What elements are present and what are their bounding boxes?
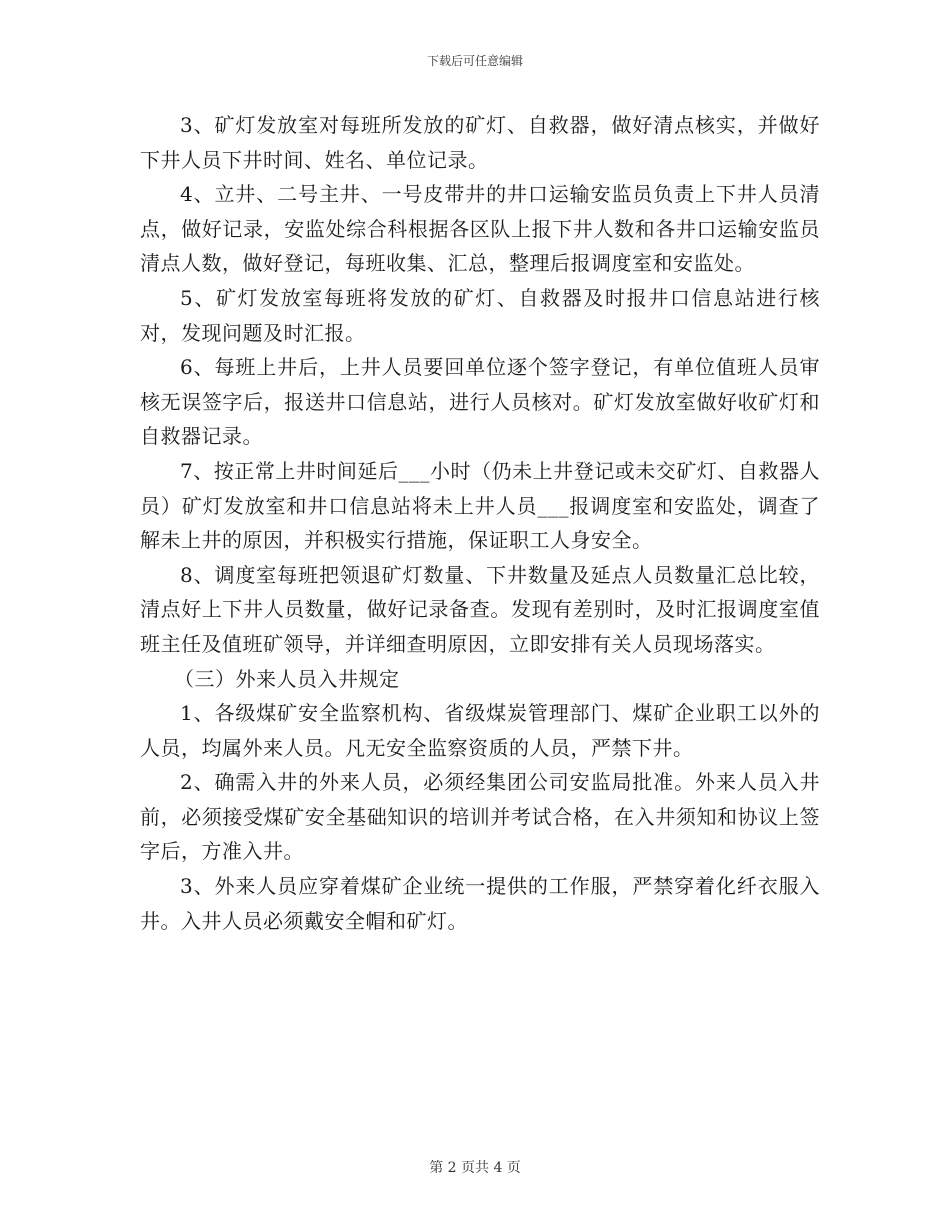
- paragraph-item-5: 5、矿灯发放室每班将发放的矿灯、自救器及时报井口信息站进行核对，发现问题及时汇报。: [140, 285, 820, 345]
- paragraph-item-8: 8、调度室每班把领退矿灯数量、下井数量及延点人员数量汇总比较，清点好上下井人员数量，做好记录备查。发现有差别时，及时汇报调度室值班主任及值班矿领导，并详细查明原因，立即安排有关人员现场落实。: [140, 562, 820, 656]
- page-header: 下载后可任意编辑: [426, 54, 523, 68]
- section-heading: （三）外来人员入井规定: [174, 666, 400, 691]
- paragraph-visitor-1: 1、各级煤矿安全监察机构、省级煤炭管理部门、煤矿企业职工以外的人员，均属外来人员。凡无安全监察资质的人员，严禁下井。: [140, 701, 820, 760]
- paragraph-item-4: 4、立井、二号主井、一号皮带井的井口运输安监员负责上下井人员清点，做好记录，安监处综合科根据各区队上报下井人数和各井口运输安监员清点人数，做好登记，每班收集、汇总，整理后报调度室和安监处。: [140, 182, 820, 276]
- document-body: [140, 108, 820, 938]
- page-footer: 第 2 页共 4 页: [429, 1160, 521, 1176]
- paragraph-item-3: 3、矿灯发放室对每班所发放的矿灯、自救器，做好清点核实，并做好下井人员下井时间、姓名、单位记录。: [140, 113, 820, 172]
- paragraph-item-7: 7、按正常上井时间延后___小时（仍未上井登记或未交矿灯、自救器人员）矿灯发放室和井口信息站将未上井人员___报调度室和安监处，调查了解未上井的原因，并积极实行措施，保证职工人身安全。: [140, 458, 820, 553]
- paragraph-visitor-3: 3、外来人员应穿着煤矿企业统一提供的工作服，严禁穿着化纤衣服入井。入井人员必须戴安全帽和矿灯。: [140, 874, 820, 933]
- paragraph-item-6: 6、每班上井后，上井人员要回单位逐个签字登记，有单位值班人员审核无误签字后，报送井口信息站，进行人员核对。矿灯发放室做好收矿灯和自救器记录。: [140, 355, 820, 449]
- paragraph-visitor-2: 2、确需入井的外来人员，必须经集团公司安监局批准。外来人员入井前，必须接受煤矿安全基础知识的培训并考试合格，在入井须知和协议上签字后，方准入井。: [140, 770, 820, 864]
